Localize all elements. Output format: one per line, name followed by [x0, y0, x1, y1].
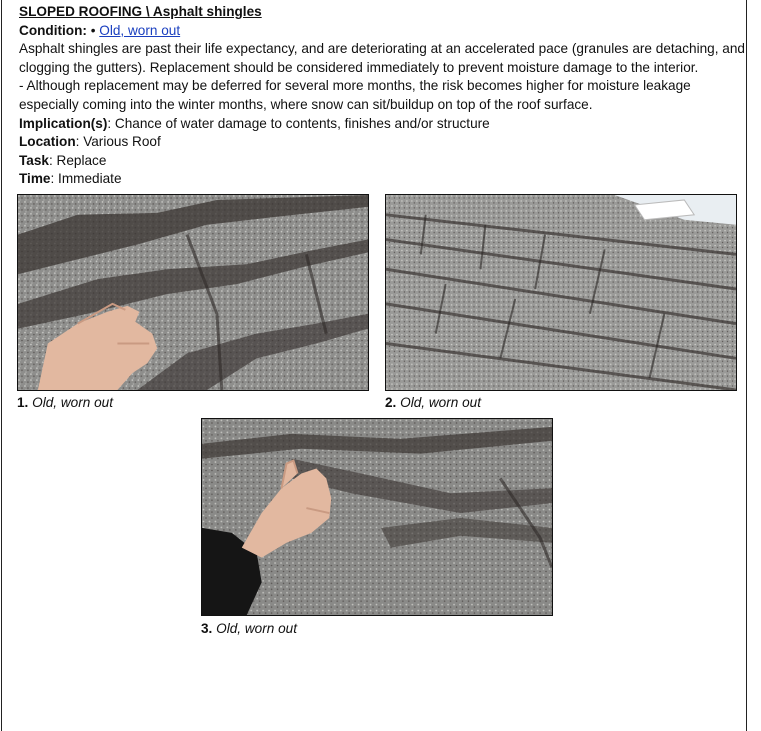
caption-1-text: Old, worn out	[32, 395, 113, 410]
caption-2-text: Old, worn out	[400, 395, 481, 410]
time-label: Time	[19, 171, 51, 187]
condition-row	[19, 22, 739, 41]
task-label: Task	[19, 152, 49, 168]
photo-1[interactable]	[17, 194, 369, 391]
condition-label: Condition:	[19, 22, 87, 38]
task-value: : Replace	[48, 152, 107, 168]
caption-3-text: Old, worn out	[216, 621, 297, 636]
implication-value: : Chance of water damage to contents, finishes and/or structure	[107, 115, 490, 131]
shingle-photo-2	[386, 195, 736, 390]
time-row	[19, 170, 739, 189]
task-row	[19, 152, 739, 171]
description-line-3: - Although replacement may be deferred for several more months, the risk becomes higher for moisture leakage	[19, 78, 691, 94]
implication-label: Implication(s)	[19, 115, 108, 131]
description-line-4: especially coming into the winter months, where snow can sit/buildup on top of the roof surface.	[19, 96, 593, 112]
caption-3-number: 3.	[201, 621, 213, 636]
caption-2-number: 2.	[385, 395, 397, 410]
caption-1	[17, 395, 113, 410]
section-title-row	[19, 3, 739, 22]
time-value: : Immediate	[50, 171, 122, 187]
location-row	[19, 133, 739, 152]
photo-2[interactable]	[385, 194, 737, 391]
caption-2	[385, 395, 481, 410]
report-page	[1, 0, 747, 731]
shingle-photo-1	[18, 195, 368, 390]
section-title: SLOPED ROOFING \ Asphalt shingles	[19, 4, 262, 19]
shingle-photo-3	[202, 419, 552, 615]
photo-3[interactable]	[201, 418, 553, 616]
implication-row	[19, 115, 739, 134]
description-line-1: Asphalt shingles are past their life expectancy, and are deteriorating at an accelerated pace (granules are detaching, and	[19, 41, 745, 57]
caption-3	[201, 621, 297, 636]
bullet: •	[90, 22, 96, 38]
observation-text	[19, 3, 745, 189]
location-label: Location	[19, 134, 76, 150]
caption-1-number: 1.	[17, 395, 29, 410]
location-value: : Various Roof	[75, 134, 161, 150]
condition-link[interactable]: Old, worn out	[99, 22, 181, 38]
description-line-2: clogging the gutters). Replacement should be considered immediately to prevent moisture damage to the interior.	[19, 59, 699, 75]
